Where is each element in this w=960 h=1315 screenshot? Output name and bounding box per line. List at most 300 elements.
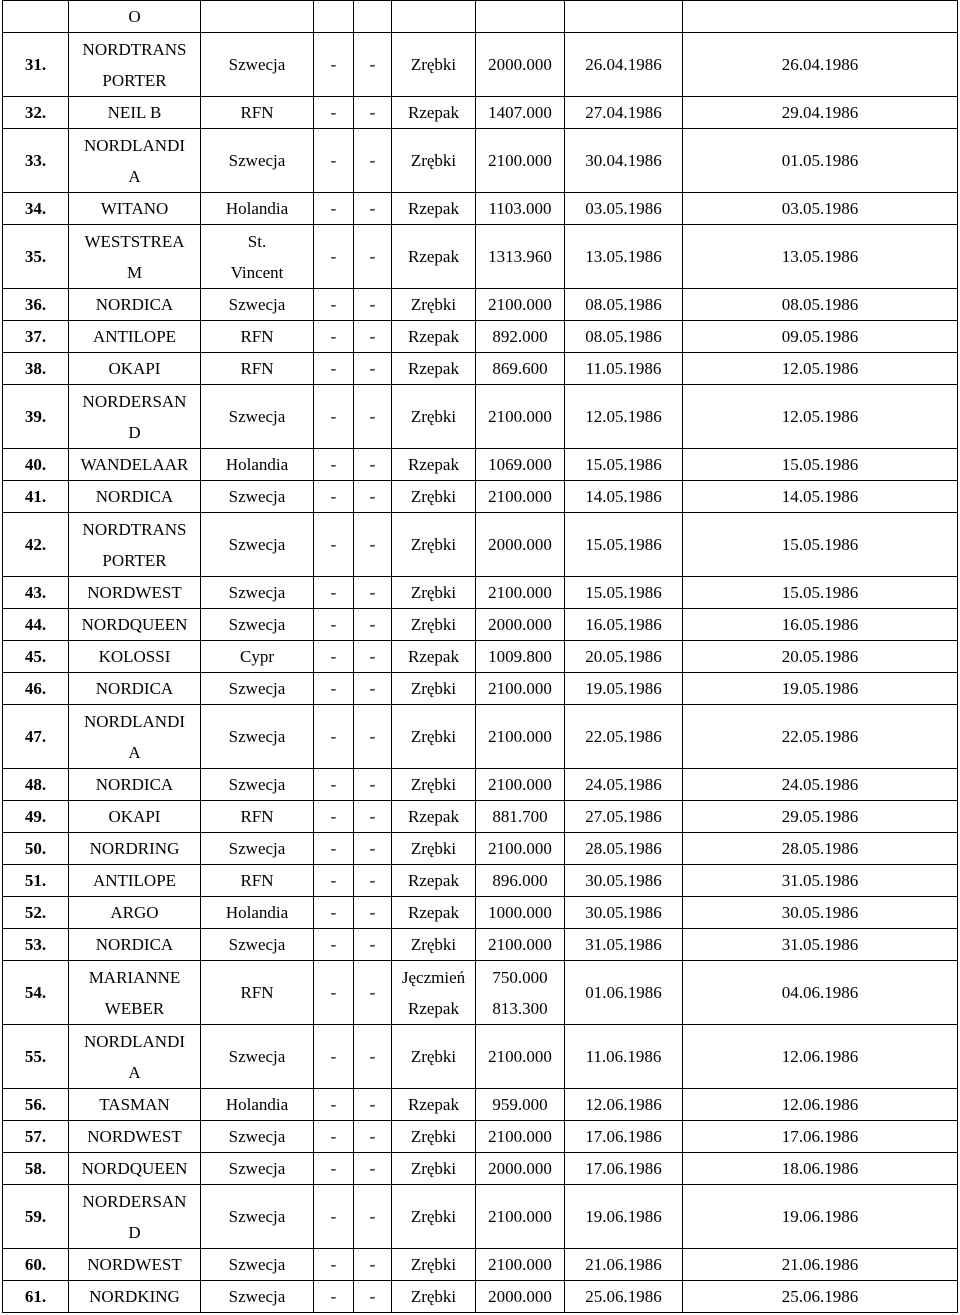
cell-cargo [392,1281,476,1313]
cell-arrival-date: 28.05.1986 [565,833,683,865]
cell-departure-date: 21.06.1986 [683,1249,958,1281]
cell-departure-date: 19.05.1986 [683,673,958,705]
cell-cargo [392,833,476,865]
cell-quantity [476,353,565,385]
cell-quantity-line: 813.300 [492,998,548,1018]
cell-number: 33. [3,129,69,193]
cell-ship-name [69,193,201,225]
cell-quantity-line: 2100.000 [488,583,552,602]
cell-cargo [392,641,476,673]
cell-arrival-date: 27.04.1986 [565,97,683,129]
cell-arrival-date: 03.05.1986 [565,193,683,225]
cell-flag [201,801,314,833]
cell-flag [201,641,314,673]
cell-flag [201,705,314,769]
cell-quantity-line: 2100.000 [488,487,552,506]
table-row [3,97,958,129]
cell-number: 53. [3,929,69,961]
cell-departure-date: 17.06.1986 [683,1121,958,1153]
cell-col3: - [314,289,354,321]
cell-flag-line: Cypr [240,647,274,666]
cell-empty [354,1,392,33]
cell-ship-name [69,673,201,705]
cell-ship-name-line: NORDERSAN [82,391,187,411]
cell-number: 44. [3,609,69,641]
cell-ship-name-line: WITANO [100,199,169,218]
cell-ship-name [69,1121,201,1153]
cell-quantity [476,833,565,865]
cell-flag [201,1089,314,1121]
cell-quantity [476,929,565,961]
cell-col3: - [314,353,354,385]
cell-ship-name-line: A [128,742,141,762]
cell-ship-name-line: MARIANNE [88,967,181,987]
cell-col3: - [314,193,354,225]
cell-quantity-line: 2100.000 [488,679,552,698]
cell-flag [201,865,314,897]
cell-cargo-line: Zrębki [410,295,457,314]
cell-cargo-line: Zrębki [410,583,457,602]
cell-cargo [392,961,476,1025]
cell-departure-date: 12.05.1986 [683,353,958,385]
cell-ship-name-line: A [128,1062,141,1082]
cell-cargo-line: Zrębki [410,839,457,858]
cell-ship-name-line: NORDWEST [87,1255,182,1274]
table-row [3,609,958,641]
cell-ship-name [69,321,201,353]
cell-col3: - [314,1185,354,1249]
cell-departure-date: 26.04.1986 [683,33,958,97]
cell-arrival-date: 15.05.1986 [565,577,683,609]
cell-number: 58. [3,1153,69,1185]
cell-flag-line: Szwecja [228,407,286,426]
cell-col3: - [314,961,354,1025]
cell-quantity [476,513,565,577]
cell-ship-name-line: ARGO [110,903,159,922]
cell-quantity-line: 2000.000 [488,1287,552,1306]
cell-flag [201,33,314,97]
cell-ship-name [69,1025,201,1089]
cell-empty [3,1,69,33]
cell-quantity [476,225,565,289]
table-row [3,385,958,449]
cell-flag [201,769,314,801]
cell-cargo-line: Jęczmień [401,967,466,987]
cell-departure-date: 12.05.1986 [683,385,958,449]
cell-ship-name-line: OKAPI [108,807,161,826]
cell-col4: - [354,1281,392,1313]
table-row [3,1153,958,1185]
table-row [3,33,958,97]
cell-arrival-date: 16.05.1986 [565,609,683,641]
table-row [3,353,958,385]
ship-log-table [2,0,958,1313]
cell-quantity [476,321,565,353]
cell-flag-line: RFN [240,103,274,122]
table-row [3,1281,958,1313]
cell-cargo [392,1185,476,1249]
cell-cargo-line: Zrębki [410,679,457,698]
cell-ship-name-line: NORDICA [95,679,174,698]
cell-departure-date: 08.05.1986 [683,289,958,321]
cell-ship-name-line: NORDICA [95,487,174,506]
cell-cargo-line: Zrębki [410,55,457,74]
cell-col3: - [314,801,354,833]
table-row [3,225,958,289]
cell-quantity-line: 1000.000 [488,903,552,922]
cell-arrival-date: 01.06.1986 [565,961,683,1025]
cell-number: 52. [3,897,69,929]
cell-quantity [476,1153,565,1185]
cell-cargo [392,769,476,801]
cell-ship-name [69,385,201,449]
cell-col3: - [314,513,354,577]
cell-number: 45. [3,641,69,673]
cell-cargo [392,289,476,321]
table-row-fragment [3,1,958,33]
cell-ship-name-line: NORDLANDI [83,1031,186,1051]
cell-cargo [392,865,476,897]
cell-number: 56. [3,1089,69,1121]
cell-ship-name [69,961,201,1025]
table-row [3,801,958,833]
cell-quantity-line: 2000.000 [488,615,552,634]
cell-flag [201,1281,314,1313]
cell-quantity [476,1089,565,1121]
cell-col3: - [314,609,354,641]
cell-quantity-line: 2100.000 [488,151,552,170]
cell-quantity-line: 2000.000 [488,55,552,74]
cell-cargo-line: Rzepak [408,647,459,666]
cell-cargo [392,1121,476,1153]
cell-arrival-date: 25.06.1986 [565,1281,683,1313]
cell-flag-line: RFN [240,359,274,378]
cell-flag-line: Szwecja [228,1047,286,1066]
cell-quantity [476,385,565,449]
cell-empty [565,1,683,33]
cell-ship-name-line: NORDWEST [87,1127,182,1146]
cell-quantity [476,193,565,225]
cell-col3: - [314,1153,354,1185]
table-row [3,449,958,481]
cell-ship-name-line: M [126,262,143,282]
cell-empty [201,1,314,33]
table-row [3,641,958,673]
cell-arrival-date: 17.06.1986 [565,1153,683,1185]
cell-cargo [392,705,476,769]
cell-cargo [392,1153,476,1185]
cell-arrival-date: 26.04.1986 [565,33,683,97]
cell-quantity [476,481,565,513]
cell-col4: - [354,673,392,705]
cell-quantity-line: 1009.800 [488,647,552,666]
cell-cargo-line: Zrębki [410,1255,457,1274]
cell-departure-date: 12.06.1986 [683,1089,958,1121]
cell-flag [201,961,314,1025]
cell-col3: - [314,481,354,513]
cell-cargo-line: Zrębki [410,151,457,170]
cell-departure-date: 16.05.1986 [683,609,958,641]
cell-flag [201,385,314,449]
cell-cargo-line: Zrębki [410,1207,457,1226]
cell-flag [201,609,314,641]
cell-cargo-line: Zrębki [410,1159,457,1178]
cell-quantity-line: 2100.000 [488,839,552,858]
cell-col4: - [354,33,392,97]
cell-ship-name-line: NEIL B [107,103,162,122]
cell-quantity-line: 2100.000 [488,1047,552,1066]
table-row [3,321,958,353]
cell-number: 37. [3,321,69,353]
cell-flag-line: St. [247,231,267,251]
cell-flag [201,353,314,385]
cell-flag [201,321,314,353]
cell-quantity [476,673,565,705]
cell-ship-name-line: NORDLANDI [83,135,186,155]
cell-ship-name-line: NORDICA [95,295,174,314]
cell-col3: - [314,225,354,289]
cell-cargo-line: Zrębki [410,1127,457,1146]
cell-cargo-line: Rzepak [408,103,459,122]
cell-flag [201,1121,314,1153]
cell-ship-name [69,1249,201,1281]
table-row [3,289,958,321]
cell-arrival-date: 12.05.1986 [565,385,683,449]
cell-ship-name-line: NORDQUEEN [81,1159,188,1178]
cell-col4: - [354,1121,392,1153]
cell-flag [201,1249,314,1281]
cell-cargo [392,97,476,129]
cell-cargo-line: Zrębki [410,407,457,426]
cell-arrival-date: 30.04.1986 [565,129,683,193]
cell-quantity-line: 2100.000 [488,775,552,794]
cell-ship-name [69,577,201,609]
cell-number: 40. [3,449,69,481]
cell-quantity [476,577,565,609]
cell-col4: - [354,961,392,1025]
cell-flag-line: Szwecja [228,1127,286,1146]
cell-ship-name-line: NORDTRANS [82,519,187,539]
cell-ship-name-line: ANTILOPE [92,871,177,890]
table-row [3,1089,958,1121]
cell-col3: - [314,673,354,705]
cell-ship-name [69,353,201,385]
cell-cargo-line: Rzepak [408,871,459,890]
cell-ship-name-line: NORDRING [89,839,180,858]
cell-flag-line: Szwecja [228,1287,286,1306]
cell-col4: - [354,577,392,609]
cell-number: 34. [3,193,69,225]
cell-ship-name [69,641,201,673]
cell-col3: - [314,865,354,897]
cell-ship-name-line: NORDICA [95,935,174,954]
cell-cargo-line: Rzepak [408,327,459,346]
cell-ship-name [69,481,201,513]
cell-ship-name-line: NORDWEST [87,583,182,602]
table-row [3,897,958,929]
cell-quantity [476,1249,565,1281]
cell-quantity-line: 2100.000 [488,1127,552,1146]
cell-cargo-line: Zrębki [410,1287,457,1306]
cell-cargo [392,513,476,577]
cell-ship-name-line: NORDLANDI [83,711,186,731]
cell-flag-line: Szwecja [228,487,286,506]
cell-number: 57. [3,1121,69,1153]
table-row [3,513,958,577]
cell-ship-name-line: KOLOSSI [98,647,171,666]
cell-col4: - [354,481,392,513]
cell-departure-date: 30.05.1986 [683,897,958,929]
table-row [3,193,958,225]
cell-ship-name-line: PORTER [102,70,167,90]
cell-quantity-line: 1407.000 [488,103,552,122]
cell-flag-line: Szwecja [228,151,286,170]
cell-departure-date: 15.05.1986 [683,449,958,481]
cell-number: 54. [3,961,69,1025]
cell-flag [201,897,314,929]
cell-col3: - [314,321,354,353]
cell-arrival-date: 12.06.1986 [565,1089,683,1121]
cell-cargo [392,1025,476,1089]
cell-ship-name [69,1089,201,1121]
cell-quantity-line: 1069.000 [488,455,552,474]
cell-col3: - [314,33,354,97]
cell-cargo [392,225,476,289]
cell-quantity-line: 2100.000 [488,727,552,746]
cell-flag-line: Szwecja [228,583,286,602]
cell-cargo-line: Rzepak [408,903,459,922]
cell-flag-line: RFN [240,983,274,1002]
cell-empty [476,1,565,33]
cell-cargo [392,449,476,481]
cell-quantity-line: 2000.000 [488,1159,552,1178]
cell-col4: - [354,1089,392,1121]
cell-col4: - [354,193,392,225]
cell-cargo [392,1249,476,1281]
cell-number: 31. [3,33,69,97]
cell-ship-name-line: NORDERSAN [82,1191,187,1211]
cell-departure-date: 03.05.1986 [683,193,958,225]
cell-number: 46. [3,673,69,705]
cell-ship-name [69,1185,201,1249]
cell-quantity-line: 2000.000 [488,535,552,554]
cell-flag [201,97,314,129]
cell-cargo [392,929,476,961]
cell-flag [201,1025,314,1089]
cell-col3: - [314,97,354,129]
cell-empty [683,1,958,33]
cell-flag [201,673,314,705]
cell-flag [201,449,314,481]
cell-ship-name-line: A [128,166,141,186]
cell-cargo-line: Zrębki [410,935,457,954]
cell-number: 41. [3,481,69,513]
table-row [3,481,958,513]
cell-quantity-line: 2100.000 [488,935,552,954]
cell-col3: - [314,385,354,449]
cell-quantity [476,897,565,929]
cell-departure-date: 22.05.1986 [683,705,958,769]
cell-quantity-line: 750.000 [492,967,548,987]
cell-number: 36. [3,289,69,321]
cell-departure-date: 15.05.1986 [683,577,958,609]
cell-col4: - [354,97,392,129]
cell-quantity [476,705,565,769]
cell-ship-name [69,833,201,865]
cell-ship-name [69,929,201,961]
cell-col3: - [314,929,354,961]
cell-col3: - [314,833,354,865]
cell-ship-name [69,97,201,129]
cell-quantity [476,1121,565,1153]
cell-departure-date: 20.05.1986 [683,641,958,673]
cell-flag-line: Szwecja [228,775,286,794]
table-row [3,577,958,609]
cell-ship-name [69,705,201,769]
cell-col3: - [314,129,354,193]
cell-col4: - [354,1025,392,1089]
cell-departure-date: 25.06.1986 [683,1281,958,1313]
cell-col3: - [314,705,354,769]
cell-cargo-line: Rzepak [408,247,459,266]
cell-cargo [392,577,476,609]
table-row [3,929,958,961]
cell-number: 39. [3,385,69,449]
cell-ship-name-line: TASMAN [99,1095,170,1114]
cell-flag [201,193,314,225]
cell-flag-line: Szwecja [228,1207,286,1226]
cell-number: 43. [3,577,69,609]
cell-arrival-date: 21.06.1986 [565,1249,683,1281]
cell-col3: - [314,897,354,929]
cell-col4: - [354,513,392,577]
cell-ship-name-line: D [128,1222,141,1242]
cell-number: 35. [3,225,69,289]
cell-arrival-date: 08.05.1986 [565,321,683,353]
cell-col4: - [354,1185,392,1249]
cell-col4: - [354,1153,392,1185]
cell-flag [201,225,314,289]
cell-quantity-line: 2100.000 [488,1207,552,1226]
cell-flag-line: Szwecja [228,1255,286,1274]
cell-empty [314,1,354,33]
cell-number: 48. [3,769,69,801]
cell-cargo-line: Rzepak [408,807,459,826]
cell-col4: - [354,705,392,769]
cell-departure-date: 14.05.1986 [683,481,958,513]
cell-arrival-date: 30.05.1986 [565,897,683,929]
cell-quantity-line: 896.000 [492,871,548,890]
cell-cargo [392,609,476,641]
cell-number: 51. [3,865,69,897]
cell-col3: - [314,641,354,673]
table-row [3,961,958,1025]
cell-quantity-line: 1313.960 [488,247,552,266]
cell-ship-name-line: NORDTRANS [82,39,187,59]
cell-flag [201,289,314,321]
table-body [3,1,958,1313]
cell-quantity-line: 2100.000 [488,1255,552,1274]
cell-cargo [392,353,476,385]
cell-quantity [476,33,565,97]
cell-arrival-date: 14.05.1986 [565,481,683,513]
cell-number: 60. [3,1249,69,1281]
cell-col4: - [354,321,392,353]
cell-arrival-date: 13.05.1986 [565,225,683,289]
cell-arrival-date: 19.05.1986 [565,673,683,705]
cell-quantity [476,289,565,321]
cell-quantity [476,801,565,833]
